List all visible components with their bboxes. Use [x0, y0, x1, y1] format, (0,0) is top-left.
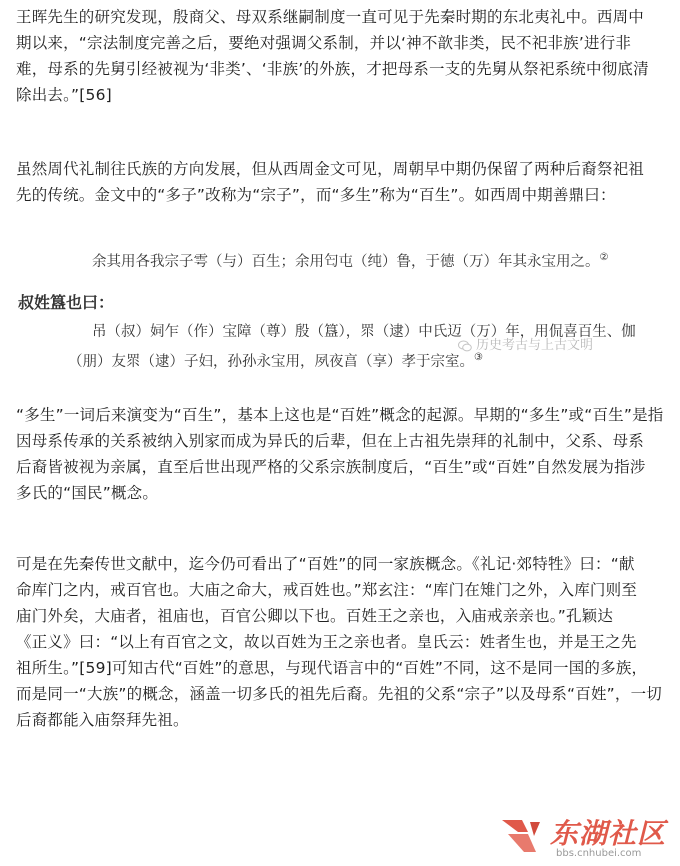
- paragraph-line: 祖所生。”[59]可知古代“百姓”的意思，与现代语言中的“百姓”不同，这不是同一国的多族，: [16, 659, 648, 677]
- paragraph-line: 多氏的“国民”概念。: [16, 484, 159, 502]
- paragraph-line: “多生”一词后来演变为“百生”，基本上这也是“百姓”概念的起源。早期的“多生”或“百生”是指: [16, 406, 664, 424]
- wechat-icon: [458, 340, 472, 352]
- paragraph-line: 王晖先生的研究发现，殷商父、母双系继嗣制度一直可见于先秦时期的东北夷礼中。西周中: [16, 8, 645, 26]
- paragraph-line: 虽然周代礼制往氏族的方向发展，但从西周金文可见，周朝早中期仍保留了两种后裔祭祀祖: [16, 160, 645, 178]
- donghu-logo-icon: [498, 812, 546, 860]
- paragraph-line: 庙门外矣，大庙者，祖庙也，百官公卿以下也。百姓王之亲也，入庙戒亲亲也。”孔颖达: [16, 607, 614, 625]
- inscription-text: 余其用各我宗子雩（与）百生；余用匄屯（纯）鲁，于德（万）年其永宝用之。: [92, 254, 600, 270]
- paragraph-3: [16, 402, 666, 506]
- wechat-watermark: [458, 334, 593, 353]
- paragraph-line: 而是同一“大族”的概念，涵盖一切多氏的祖先后裔。先祖的父系“宗子”以及母系“百姓”，一切: [16, 685, 662, 703]
- footnote-marker: ③: [474, 352, 483, 364]
- inscription-line-1: [92, 250, 608, 271]
- watermark-text: 历史考古与上古文明: [476, 338, 594, 353]
- logo-url: bbs.cnhubei.com: [556, 848, 642, 859]
- paragraph-line: 命库门之内，戒百官也。大庙之命大，戒百姓也。”郑玄注：“库门在雉门之外，入库门则至: [16, 581, 638, 599]
- paragraph-line: 除出去。”[56]: [16, 86, 112, 104]
- paragraph-line: 因母系传承的关系被纳入别家而成为异氏的后辈，但在上古祖先崇拜的礼制中，父系、母系: [16, 432, 645, 450]
- paragraph-line: 后裔都能入庙祭拜先祖。: [16, 711, 189, 729]
- paragraph-4: [16, 551, 666, 733]
- paragraph-line: 难，母系的先舅引经被视为‘非类’、‘非族’的外族，才把母系一支的先舅从祭祀系统中彻底清: [16, 60, 649, 78]
- inscription-heading: 叔姓簋也曰：: [18, 293, 115, 312]
- paragraph-1: [16, 4, 666, 108]
- footnote-marker: ②: [599, 252, 609, 264]
- paragraph-line: 先的传统。金文中的“多子”改称为“宗子”，而“多生”称为“百生”。如西周中期善鼎曰：: [16, 186, 616, 204]
- paragraph-line: 后裔皆被视为亲属，直至后世出现严格的父系宗族制度后，“百生”或“百姓”自然发展为指涉: [16, 458, 646, 476]
- inscription-text: （朋）友眔（逮）子妇，孙孙永宝用，夙夜亯（享）孝于宗室。: [68, 354, 474, 370]
- inscription-scan: [16, 234, 646, 384]
- site-logo[interactable]: [498, 806, 678, 864]
- paragraph-line: 期以来，“宗法制度完善之后，要绝对强调父系制，并以‘神不歆非类，民不祀非族’进行非: [16, 34, 632, 52]
- inscription-line-4: [68, 350, 483, 371]
- paragraph-line: 《正义》曰：“以上有百官之文，故以百姓为王之亲也者。皇氏云：姓者生也，并是王之先: [16, 633, 637, 651]
- logo-name: 东湖社区: [550, 817, 667, 850]
- paragraph-2: [16, 156, 666, 208]
- paragraph-line: 可是在先秦传世文献中，迄今仍可看出了“百姓”的同一家族概念。《礼记·郊特牲》曰：“献: [16, 555, 635, 573]
- inscription-line-3: 吊（叔）㚸乍（作）宝障（尊）殷（簋），眔（逮）中氏迈（万）年，用侃喜百生、伽: [92, 324, 636, 340]
